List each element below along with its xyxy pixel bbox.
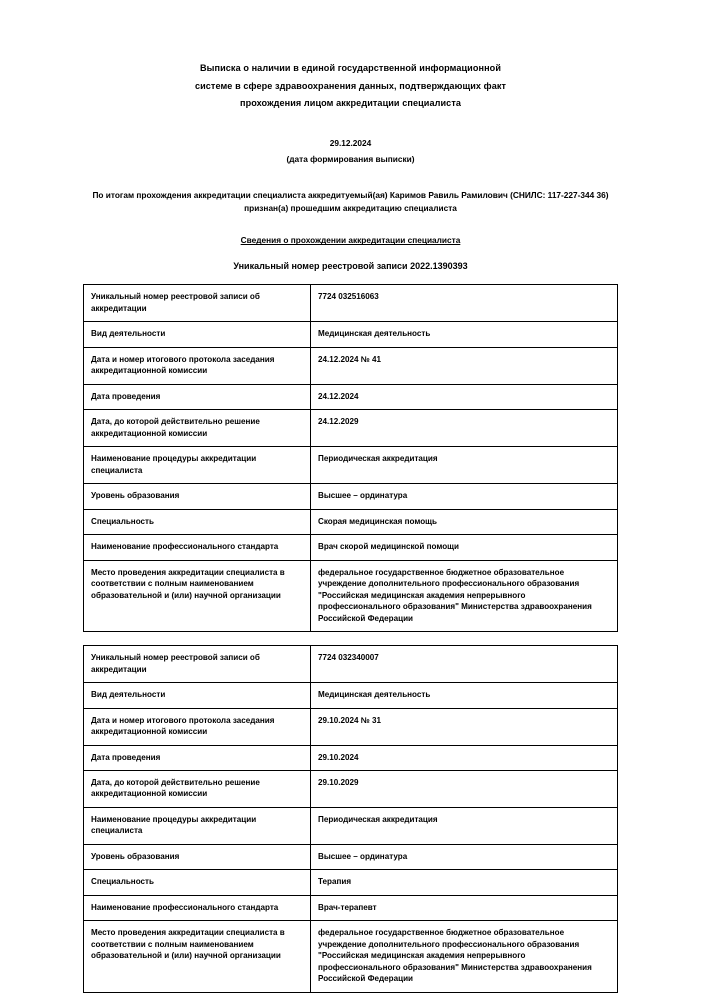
row-value-specialty: Терапия [311, 870, 618, 895]
table-row [84, 410, 618, 447]
table-row [84, 285, 618, 322]
row-value-prof-standard: Врач-терапевт [311, 895, 618, 920]
page-title [83, 60, 618, 113]
table-row [84, 708, 618, 745]
table-row [84, 509, 618, 534]
table-row [84, 683, 618, 708]
row-value-prof-standard: Врач скорой медицинской помощи [311, 535, 618, 560]
page-title-line-1: Выписка о наличии в единой государственной информационной [200, 63, 501, 73]
row-label-unique-number: Уникальный номер реестровой записи об аккредитации [84, 646, 311, 683]
table-row [84, 844, 618, 869]
row-value-date-held: 24.12.2024 [311, 384, 618, 409]
row-label-place: Место проведения аккредитации специалиста в соответствии с полным наименованием образовательной и (или) научной организации [84, 921, 311, 992]
row-label-prof-standard: Наименование профессионального стандарта [84, 535, 311, 560]
row-label-valid-until: Дата, до которой действительно решение аккредитационной комиссии [84, 771, 311, 808]
registry-record-number: Уникальный номер реестровой записи 2022.1390393 [233, 261, 468, 272]
table-row [84, 807, 618, 844]
table-row [84, 745, 618, 770]
table-row [84, 646, 618, 683]
table-row [84, 771, 618, 808]
row-value-specialty: Скорая медицинская помощь [311, 509, 618, 534]
table-row [84, 384, 618, 409]
table-row [84, 322, 618, 347]
formation-date-caption: (дата формирования выписки) [286, 153, 415, 164]
table-row [84, 347, 618, 384]
row-label-specialty: Специальность [84, 870, 311, 895]
table-row [84, 895, 618, 920]
row-value-place: федеральное государственное бюджетное образовательное учреждение дополнительного профессионального образования "Российская медицинская академия непрерывного профессионального образования" Министерства здравоохранения Российской Федерации [311, 921, 618, 992]
row-label-place: Место проведения аккредитации специалиста в соответствии с полным наименованием образовательной и (или) научной организации [84, 560, 311, 631]
row-label-prof-standard: Наименование профессионального стандарта [84, 895, 311, 920]
row-value-procedure-name: Периодическая аккредитация [311, 807, 618, 844]
accreditation-table-2 [83, 645, 618, 993]
row-label-procedure-name: Наименование процедуры аккредитации специалиста [84, 807, 311, 844]
row-label-specialty: Специальность [84, 509, 311, 534]
section-heading: Сведения о прохождении аккредитации специалиста [240, 235, 461, 246]
row-value-date-held: 29.10.2024 [311, 745, 618, 770]
row-value-procedure-name: Периодическая аккредитация [311, 447, 618, 484]
table-row [84, 484, 618, 509]
row-value-protocol: 29.10.2024 № 31 [311, 708, 618, 745]
row-value-education-level: Высшее – ординатура [311, 844, 618, 869]
page-title-line-2: системе в сфере здравоохранения данных, подтверждающих факт [194, 80, 507, 91]
intro-paragraph: По итогам прохождения аккредитации специалиста аккредитуемый(ая) Каримов Равиль Рамилович (СНИЛС: 117-227-344 36) признан(а) прошедшим аккредитацию специалиста [92, 189, 609, 214]
row-value-activity-type: Медицинская деятельность [311, 683, 618, 708]
row-label-education-level: Уровень образования [84, 484, 311, 509]
row-value-valid-until: 24.12.2029 [311, 410, 618, 447]
row-label-valid-until: Дата, до которой действительно решение аккредитационной комиссии [84, 410, 311, 447]
row-value-unique-number: 7724 032340007 [311, 646, 618, 683]
row-value-protocol: 24.12.2024 № 41 [311, 347, 618, 384]
row-label-procedure-name: Наименование процедуры аккредитации специалиста [84, 447, 311, 484]
row-label-protocol: Дата и номер итогового протокола заседания аккредитационной комиссии [84, 708, 311, 745]
page-title-line-3: прохождения лицом аккредитации специалиста [239, 98, 462, 109]
accreditation-table-1 [83, 284, 618, 632]
row-label-protocol: Дата и номер итогового протокола заседания аккредитационной комиссии [84, 347, 311, 384]
row-value-activity-type: Медицинская деятельность [311, 322, 618, 347]
row-value-unique-number: 7724 032516063 [311, 285, 618, 322]
row-label-activity-type: Вид деятельности [84, 322, 311, 347]
row-label-education-level: Уровень образования [84, 844, 311, 869]
table-row [84, 447, 618, 484]
table-row [84, 535, 618, 560]
table-row [84, 560, 618, 631]
row-label-activity-type: Вид деятельности [84, 683, 311, 708]
row-label-date-held: Дата проведения [84, 384, 311, 409]
row-label-unique-number: Уникальный номер реестровой записи об аккредитации [84, 285, 311, 322]
row-value-education-level: Высшее – ординатура [311, 484, 618, 509]
table-row [84, 870, 618, 895]
row-value-place: федеральное государственное бюджетное образовательное учреждение дополнительного профессионального образования "Российская медицинская академия непрерывного профессионального образования" Министерства здравоохранения Российской Федерации [311, 560, 618, 631]
row-value-valid-until: 29.10.2029 [311, 771, 618, 808]
formation-date-value: 29.12.2024 [329, 138, 372, 149]
row-label-date-held: Дата проведения [84, 745, 311, 770]
formation-date-block [83, 136, 618, 167]
table-row [84, 921, 618, 992]
